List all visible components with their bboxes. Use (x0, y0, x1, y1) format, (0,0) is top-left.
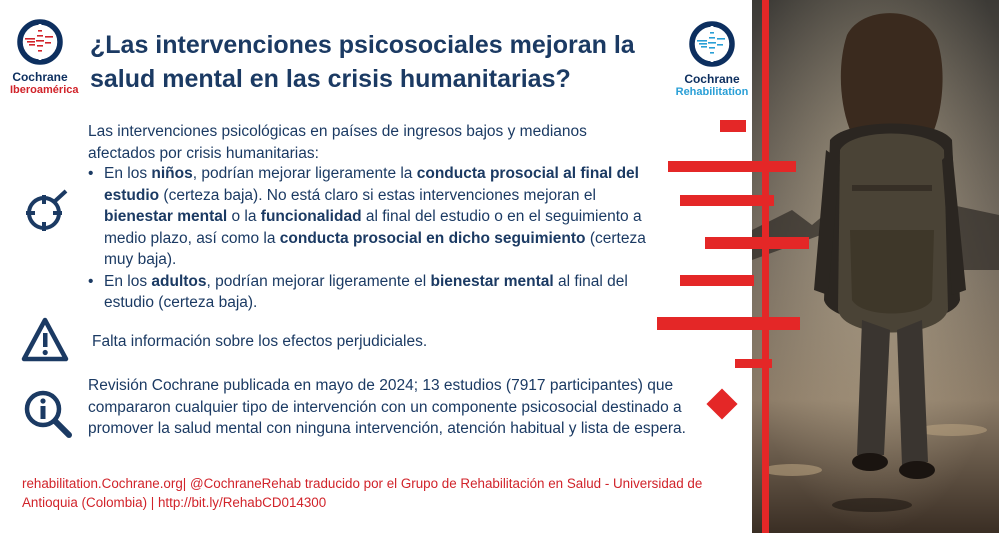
accent-bar-7 (735, 359, 772, 368)
logo-left-subtitle: Iberoamérica (10, 84, 79, 96)
accent-vertical-bar (762, 0, 769, 533)
accent-bar-2 (668, 161, 796, 172)
findings-list (88, 163, 653, 314)
info-magnifier-icon (22, 388, 74, 440)
warning-icon (20, 315, 70, 365)
intro-text: Las intervenciones psicológicas en países de ingresos bajos y medianos afectados por crisis humanitarias: (88, 123, 587, 162)
list-item-adults: • En los adultos, podrían mejorar ligeramente el bienestar mental al final del estudio (certeza baja). (88, 271, 653, 314)
cochrane-iberoamerica-logo (10, 18, 79, 96)
accent-bar-6 (657, 317, 800, 330)
cochrane-logo-icon (688, 20, 736, 68)
cochrane-logo-icon (16, 18, 64, 66)
logo-left-name: Cochrane (12, 70, 68, 84)
accent-bar-4 (705, 237, 809, 249)
logo-right-subtitle: Rehabilitation (675, 86, 749, 98)
accent-bar-3 (680, 195, 774, 206)
logo-right-name: Cochrane (684, 72, 740, 86)
child-backpack-photo (752, 0, 999, 533)
target-crosshair-icon (22, 187, 70, 235)
accent-diamond (706, 388, 737, 419)
footer-credits: rehabilitation.Cochrane.org| @CochraneRehab traducido por el Grupo de Rehabilitación en Salud - Universidad de Antioquia (Colombia) | http://bit.ly/RehabCD014300 (22, 476, 703, 510)
child-walking-illustration (752, 0, 999, 533)
list-item-children: • En los niños, podrían mejorar ligeramente la conducta prosocial al final del estudio (certeza baja). No está claro si estas intervenciones mejoran el bienestar mental o la funcionalidad al final del estudio o en el seguimiento a medio plazo, así como la conducta prosocial en dicho seguimiento (certeza muy baja). (88, 163, 653, 271)
accent-bar-5 (680, 275, 754, 286)
cochrane-rehabilitation-logo (672, 20, 752, 98)
harms-text: Falta información sobre los efectos perjudiciales. (92, 333, 428, 350)
page-title: ¿Las intervenciones psicosociales mejoran la salud mental en las crisis humanitarias? (90, 31, 635, 93)
review-info-text: Revisión Cochrane publicada en mayo de 2024; 13 estudios (7917 participantes) que compararon cualquier tipo de intervención con un componente psicosocial destinado a promover la salud mental con ninguna intervención, atención habitual y lista de espera. (88, 377, 686, 437)
accent-bar-1 (720, 120, 746, 132)
